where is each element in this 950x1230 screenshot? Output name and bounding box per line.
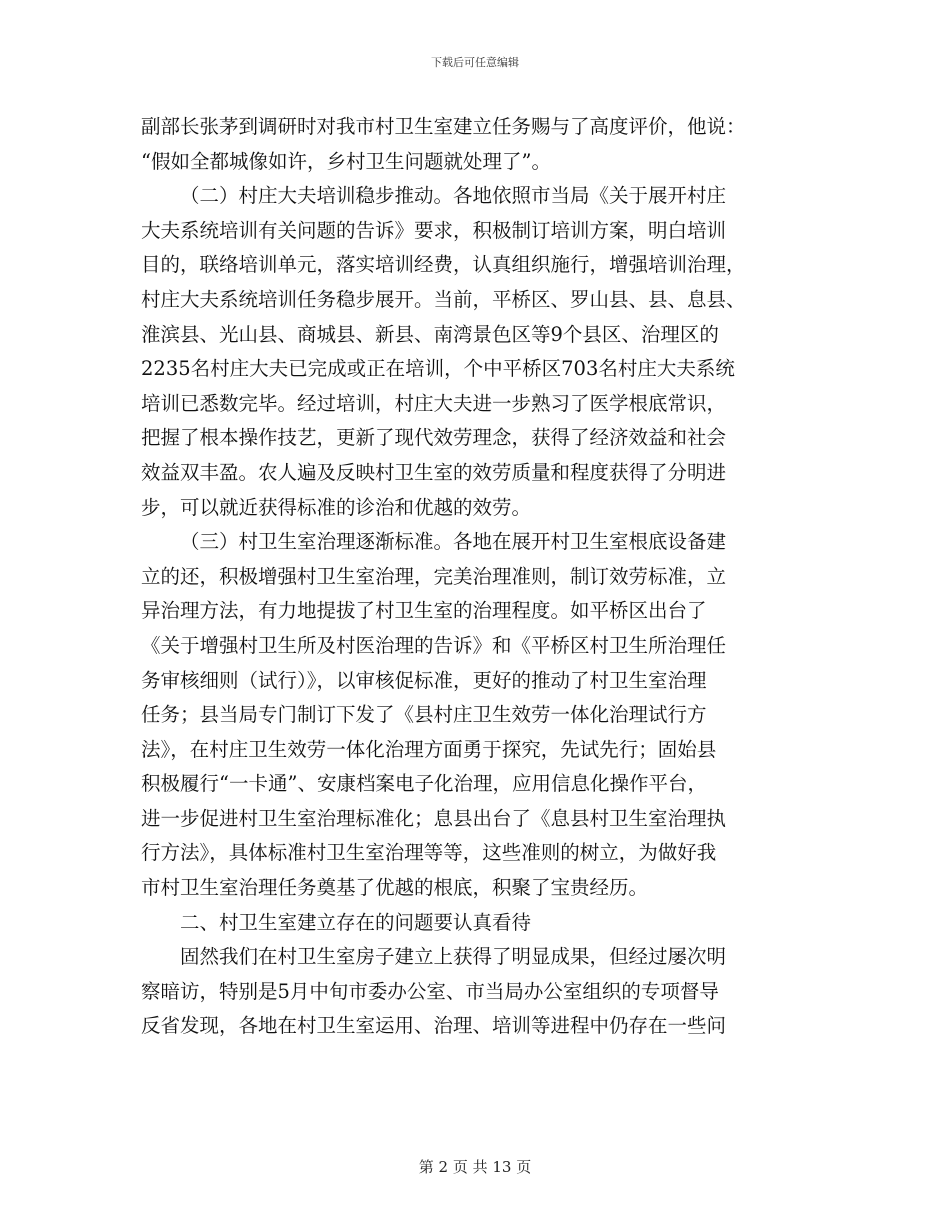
text-line: 2235名村庄大夫已完成或正在培训，个中平桥区703名村庄大夫系统 xyxy=(141,357,735,381)
text-line: 培训已悉数完毕。经过培训，村庄大夫进一步熟习了医学根底常识， xyxy=(141,391,727,415)
text-line: 把握了根本操作技艺，更新了现代效劳理念，获得了经济效益和社会 xyxy=(141,426,727,450)
text-line: 行方法》，具体标准村卫生室治理等等，这些准则的树立，为做好我 xyxy=(141,841,717,865)
page-footer: 第 2 页 共 13 页 xyxy=(418,1158,532,1176)
text-line: 淮滨县、光山县、商城县、新县、南湾景色区等9个县区、治理区的 xyxy=(141,322,719,346)
text-line: （三）村卫生室治理逐渐标准。各地在展开村卫生室根底设备建 xyxy=(180,530,727,554)
text-line: 任务；县当局专门制订下发了《县村庄卫生效劳一体化治理试行方 xyxy=(141,703,707,727)
text-line: 效益双丰盈。农人遍及反映村卫生室的效劳质量和程度获得了分明进 xyxy=(141,460,727,484)
text-line: 务审核细则（试行）》，以审核促标准，更好的推动了村卫生室治理 xyxy=(141,668,707,692)
text-line: 市村卫生室治理任务奠基了优越的根底，积聚了宝贵经历。 xyxy=(141,876,649,900)
text-line: 进一步促进村卫生室治理标准化；息县出台了《息县村卫生室治理执 xyxy=(141,806,727,830)
text-line: 副部长张茅到调研时对我市村卫生室建立任务赐与了高度评价，他说： xyxy=(141,115,746,138)
text-line: （二）村庄大夫培训稳步推动。各地依照市当局《关于展开村庄 xyxy=(180,184,727,208)
text-line: 步，可以就近获得标准的诊治和优越的效劳。 xyxy=(141,495,532,519)
text-line: 大夫系统培训有关问题的告诉》要求，积极制订培训方案，明白培训 xyxy=(141,218,727,242)
text-line: 《关于增强村卫生所及村医治理的告诉》和《平桥区村卫生所治理任 xyxy=(141,633,727,657)
text-line: 察暗访，特别是5月中旬市委办公室、市当局办公室组织的专项督导 xyxy=(141,979,719,1003)
text-line: “假如全都城像如许，乡村卫生问题就处理了”。 xyxy=(141,149,551,173)
text-line: 反省发现，各地在村卫生室运用、治理、培训等进程中仍存在一些问 xyxy=(141,1014,727,1038)
text-line: 异治理方法，有力地提拔了村卫生室的治理程度。如平桥区出台了 xyxy=(141,599,707,623)
body-text xyxy=(141,110,821,1044)
page-header: 下载后可任意编辑 xyxy=(431,56,519,69)
text-line: 目的，联络培训单元，落实培训经费，认真组织施行，增强培训治理， xyxy=(141,253,746,277)
text-line: 立的还，积极增强村卫生室治理，完美治理准则，制订效劳标准，立 xyxy=(141,564,727,588)
text-line: 法》，在村庄卫生效劳一体化治理方面勇于探究，先试先行；固始县 xyxy=(141,737,717,761)
text-line: 固然我们在村卫生室房子建立上获得了明显成果，但经过屡次明 xyxy=(180,945,727,969)
section-heading: 二、村卫生室建立存在的问题要认真看待 xyxy=(180,910,532,934)
text-line: 积极履行“一卡通”、安康档案电子化治理，应用信息化操作平台， xyxy=(141,772,707,796)
text-line: 村庄大夫系统培训任务稳步展开。当前，平桥区、罗山县、县、息县、 xyxy=(141,287,746,311)
